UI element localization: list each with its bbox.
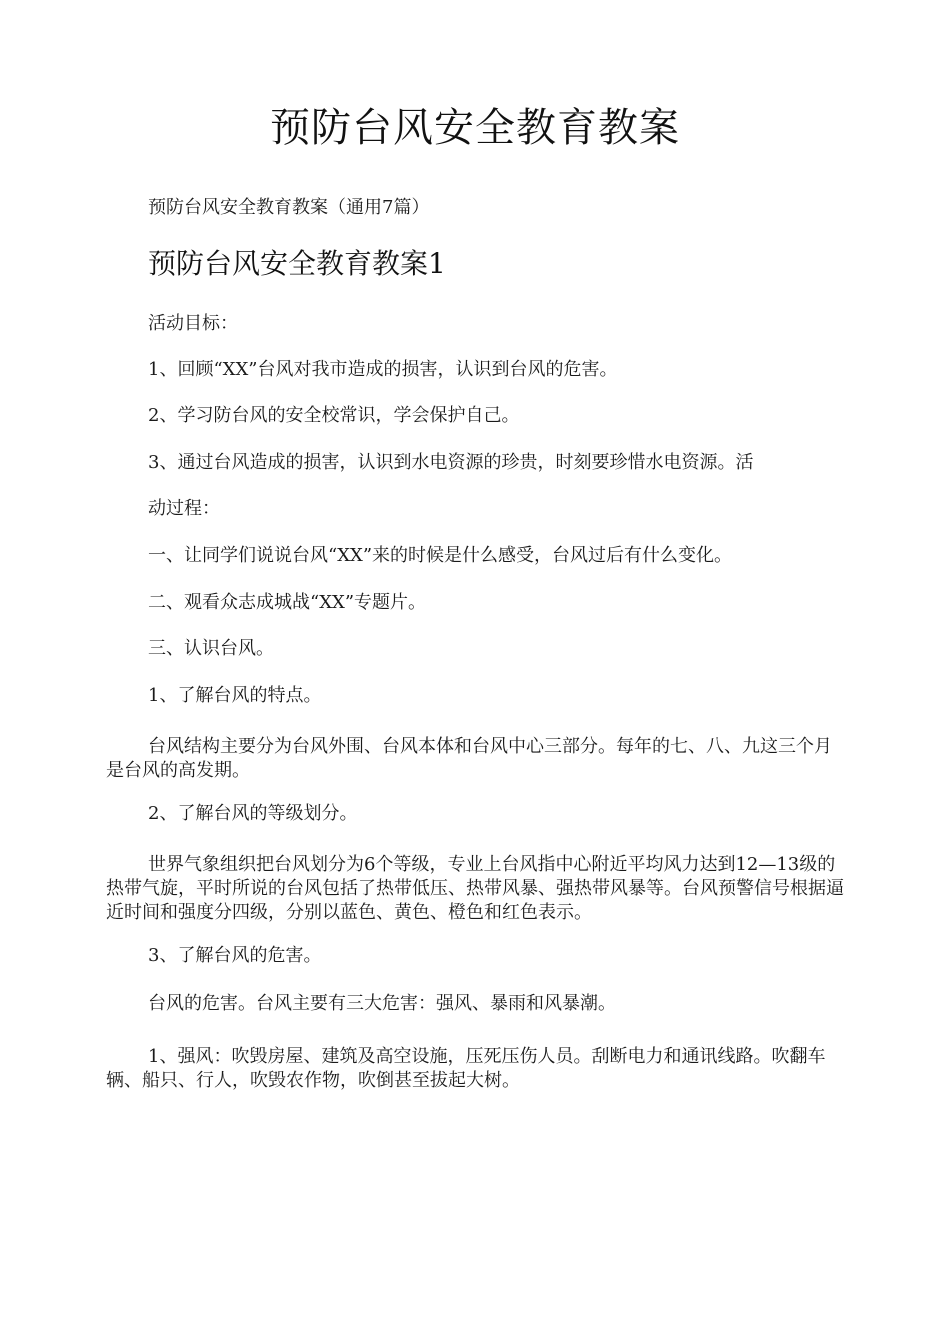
subtopic-3: 3、了解台风的危害。 xyxy=(148,945,322,966)
goal-item-1: 1、回顾“XX”台风对我市造成的损害，认识到台风的危害。 xyxy=(148,359,618,380)
paragraph-strong-wind: 1、强风：吹毁房屋、建筑及高空设施，压死压伤人员。刮断电力和通讯线路。吹翻车辆、船只、行人，吹毁农作物，吹倒甚至拔起大树。 xyxy=(106,1046,826,1091)
subtopic-2: 2、了解台风的等级划分。 xyxy=(148,803,358,824)
goal-item-2: 2、学习防台风的安全校常识，学会保护自己。 xyxy=(148,405,520,426)
document-title: 预防台风安全教育教案 xyxy=(270,105,680,151)
process-step-3: 三、认识台风。 xyxy=(148,638,274,659)
document-subtitle: 预防台风安全教育教案（通用7篇） xyxy=(148,197,430,218)
paragraph-typhoon-structure: 台风结构主要分为台风外围、台风本体和台风中心三部分。每年的七、八、九这三个月是台风的高发期。 xyxy=(106,736,832,781)
goal-label: 活动目标： xyxy=(148,313,238,334)
subtopic-1: 1、了解台风的特点。 xyxy=(148,685,322,706)
paragraph-typhoon-levels: 世界气象组织把台风划分为6个等级，专业上台风指中心附近平均风力达到12—13级的热带气旋，平时所说的台风包括了热带低压、热带风暴、强热带风暴等。台风预警信号根据逼近时间和强度分四级，分别以蓝色、黄色、橙色和红色表示。 xyxy=(106,854,844,923)
process-step-2: 二、观看众志成城战“XX”专题片。 xyxy=(148,592,427,613)
paragraph-typhoon-hazards: 台风的危害。台风主要有三大危害：强风、暴雨和风暴潮。 xyxy=(148,993,616,1014)
section-heading: 预防台风安全教育教案1 xyxy=(148,247,446,280)
process-label: 动过程： xyxy=(148,498,220,519)
process-step-1: 一、让同学们说说台风“XX”来的时候是什么感受，台风过后有什么变化。 xyxy=(148,545,733,566)
goal-item-3: 3、通过台风造成的损害，认识到水电资源的珍贵，时刻要珍惜水电资源。活 xyxy=(148,452,754,473)
